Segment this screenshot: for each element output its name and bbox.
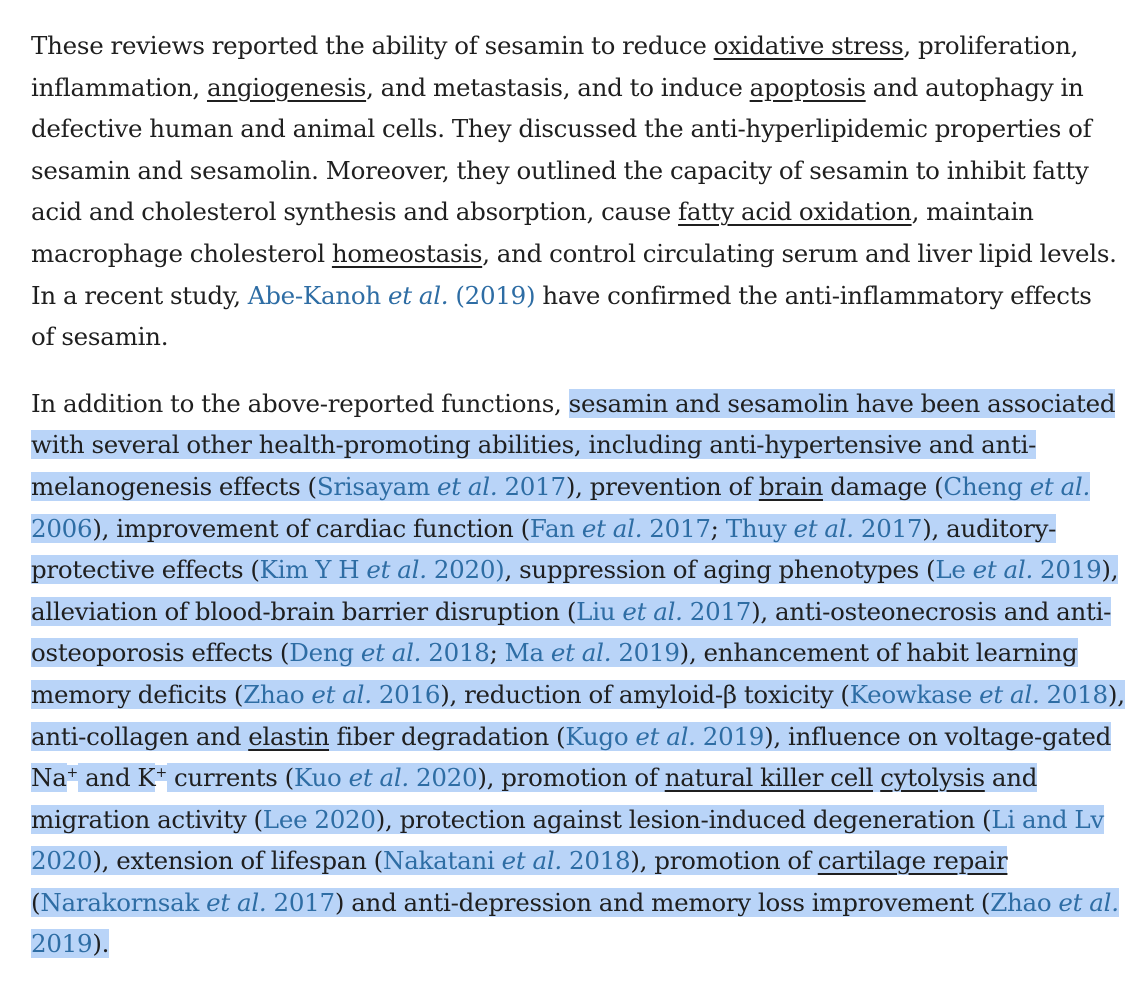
text-segment: ), influence on voltage-gated — [764, 721, 1112, 751]
citation-link[interactable]: et al. — [437, 471, 498, 501]
text-segment: ), promotion of — [477, 763, 665, 793]
text-segment: melanogenesis effects ( — [31, 471, 317, 501]
text-segment: defective human and animal cells. They discussed the anti-hyperlipidemic properties of — [31, 114, 1092, 144]
glossary-term-link[interactable]: angiogenesis — [206, 72, 367, 102]
glossary-term-link[interactable]: brain — [758, 471, 824, 501]
glossary-term-link[interactable]: elastin — [248, 721, 330, 751]
citation-link[interactable]: 2020 — [31, 846, 93, 876]
text-segment: with several other health-promoting abilities, including anti-hypertensive and anti- — [31, 430, 1037, 460]
text-line — [31, 150, 1089, 192]
citation-link[interactable]: Thuy — [725, 513, 794, 543]
citation-link[interactable]: et al. — [206, 887, 267, 917]
citation-link[interactable]: Liu — [576, 596, 623, 626]
text-segment: , and control circulating serum and liver lipid levels. — [482, 238, 1117, 268]
citation-link[interactable]: et al. — [581, 513, 643, 543]
text-line — [31, 25, 1089, 67]
citation-link[interactable]: 2018 — [421, 638, 490, 668]
text-segment: , and metastasis, and to induce — [366, 72, 750, 102]
text-line — [31, 233, 1117, 275]
text-segment: acid and cholesterol synthesis and absorption, cause — [31, 197, 679, 227]
glossary-term-link[interactable]: homeostasis — [331, 238, 483, 268]
text-line — [31, 923, 1089, 965]
citation-link[interactable]: Zhao — [990, 887, 1059, 917]
citation-link[interactable]: et al. — [550, 638, 612, 668]
text-segment: Na — [31, 763, 67, 793]
text-segment: anti-collagen and — [31, 721, 249, 751]
citation-link[interactable]: 2019 — [695, 721, 765, 751]
text-segment: osteoporosis effects ( — [31, 638, 290, 668]
citation-link[interactable]: 2018 — [561, 846, 631, 876]
citation-link[interactable]: Kuo — [293, 763, 349, 793]
citation-link[interactable]: et al. — [979, 679, 1040, 709]
citation-link[interactable]: 2017 — [497, 471, 566, 501]
text-segment: fiber degradation ( — [329, 721, 566, 751]
citation-link[interactable]: et al. — [360, 638, 422, 668]
citation-link[interactable]: Narakornsak — [40, 887, 207, 917]
citation-link[interactable]: Zhao — [243, 679, 312, 709]
citation-link[interactable]: Cheng — [943, 471, 1030, 501]
text-segment: In a recent study, — [31, 280, 248, 310]
citation-link[interactable]: et al. — [622, 596, 683, 626]
citation-link[interactable]: 2018 — [1039, 679, 1108, 709]
text-segment: of sesamin. — [31, 322, 169, 352]
text-segment: ; — [710, 513, 726, 543]
citation-link[interactable]: et al. — [366, 555, 427, 585]
text-line — [31, 882, 1119, 924]
paragraph-reviews — [31, 25, 1117, 358]
citation-link[interactable]: 2017 — [853, 513, 923, 543]
text-line — [31, 508, 1089, 550]
citation-link[interactable]: 2019 — [611, 638, 680, 668]
citation-link[interactable]: 2020) — [426, 555, 505, 585]
text-segment: , proliferation, — [903, 31, 1079, 60]
text-line — [31, 424, 1089, 466]
citation-link[interactable]: Nakatani — [383, 846, 502, 876]
text-line — [31, 383, 1116, 425]
citation-link[interactable]: Srisayam — [316, 471, 438, 501]
text-segment: and — [984, 763, 1038, 793]
text-line — [31, 191, 1089, 233]
text-segment: migration activity ( — [31, 804, 263, 834]
text-segment: ), reduction of amyloid-β toxicity ( — [440, 679, 850, 709]
superscript-charge: + — [66, 765, 79, 782]
citation-link[interactable]: 2019 — [31, 929, 93, 959]
citation-link[interactable]: 2020 — [408, 763, 478, 793]
text-line — [31, 549, 1119, 591]
text-segment: damage ( — [823, 471, 944, 501]
citation-link[interactable]: 2006 — [31, 513, 93, 543]
text-segment: ), — [1101, 555, 1119, 585]
text-segment: sesamin and sesamolin have been associated — [568, 388, 1116, 418]
citation-link[interactable]: Lee 2020 — [262, 804, 376, 834]
text-segment: and autophagy in — [865, 72, 1084, 102]
text-segment: These reviews reported the ability of sesamin to reduce — [31, 31, 714, 60]
text-segment: and K — [78, 763, 156, 793]
text-segment: ), enhancement of habit learning — [679, 638, 1078, 668]
citation-link[interactable]: Fan — [529, 513, 582, 543]
text-segment: , maintain — [911, 197, 1034, 227]
text-line — [31, 466, 1089, 508]
citation-link[interactable]: et al. — [501, 846, 562, 876]
glossary-term-link[interactable]: cytolysis — [880, 763, 985, 793]
text-segment: In addition to the above-reported functions, — [31, 388, 569, 418]
text-line — [31, 316, 1089, 358]
citation-link[interactable]: 2017 — [642, 513, 711, 543]
text-segment: ), extension of lifespan ( — [92, 846, 383, 876]
text-segment: inflammation, — [31, 72, 207, 102]
text-line — [31, 716, 1112, 758]
citation-link[interactable]: et al. — [793, 513, 854, 543]
citation-link[interactable]: (2019) — [448, 280, 536, 310]
text-line — [31, 799, 1104, 841]
citation-link[interactable]: et al. — [1029, 471, 1091, 501]
citation-link[interactable]: 2016 — [371, 679, 441, 709]
citation-link[interactable]: et al. — [635, 721, 696, 751]
paragraph-health-effects — [31, 383, 1125, 965]
citation-link[interactable]: Abe-Kanoh — [247, 280, 388, 310]
text-line — [31, 840, 1089, 882]
text-segment: ), protection against lesion-induced degeneration ( — [375, 804, 992, 834]
text-segment: currents ( — [166, 763, 294, 793]
glossary-term-link[interactable]: cartilage repair — [817, 846, 1008, 876]
citation-link[interactable]: Li and Lv — [991, 804, 1104, 834]
citation-link[interactable]: et al. — [348, 763, 409, 793]
text-line — [31, 674, 1125, 716]
text-line — [31, 757, 1089, 799]
text-segment: sesamin and sesamolin. Moreover, they outlined the capacity of sesamin to inhibit fatty — [31, 155, 1089, 185]
text-segment: have confirmed the anti-inflammatory effects — [535, 280, 1092, 310]
text-segment: alleviation of blood-brain barrier disruption ( — [31, 596, 577, 626]
superscript-charge: + — [155, 765, 167, 782]
text-segment: ), improvement of cardiac function ( — [92, 513, 530, 543]
citation-link[interactable]: Ma — [504, 638, 551, 668]
text-segment: macrophage cholesterol — [31, 238, 332, 268]
citation-link[interactable]: et al. — [311, 679, 372, 709]
glossary-term-link[interactable]: apoptosis — [749, 72, 866, 102]
text-segment: ), — [1107, 679, 1125, 709]
text-segment: ), promotion of — [630, 846, 818, 876]
citation-link[interactable]: 2019 — [1033, 555, 1102, 585]
citation-link[interactable]: Kim Y H — [259, 555, 367, 585]
text-segment: ). — [92, 929, 110, 959]
citation-link[interactable]: Le — [935, 555, 973, 585]
text-segment: ), anti-osteonecrosis and anti- — [751, 596, 1112, 626]
citation-link[interactable]: Keowkase — [849, 679, 980, 709]
citation-link[interactable]: et al. — [1058, 887, 1119, 917]
glossary-term-link[interactable]: natural killer cell — [664, 763, 874, 793]
citation-link[interactable]: 2017 — [266, 887, 335, 917]
glossary-term-link[interactable]: fatty acid oxidation — [678, 197, 912, 227]
citation-link[interactable]: et al. — [387, 280, 449, 310]
glossary-term-link[interactable]: oxidative stress — [713, 31, 904, 60]
citation-link[interactable]: 2017 — [682, 596, 752, 626]
text-segment: ( — [31, 887, 41, 917]
text-segment: ), prevention of — [565, 471, 759, 501]
citation-link[interactable]: Deng — [289, 638, 361, 668]
text-line — [31, 275, 1092, 317]
text-segment: ; — [489, 638, 505, 668]
text-segment: , suppression of aging phenotypes ( — [504, 555, 936, 585]
text-line — [31, 108, 1092, 150]
text-segment: ), auditory- — [922, 513, 1057, 543]
article-body — [31, 25, 1125, 965]
text-line — [31, 67, 1089, 109]
text-segment: memory deficits ( — [31, 679, 244, 709]
text-line — [31, 632, 1089, 674]
text-segment: ) and anti-depression and memory loss improvement ( — [334, 887, 991, 917]
citation-link[interactable]: Kugo — [565, 721, 636, 751]
text-segment: protective effects ( — [31, 555, 260, 585]
citation-link[interactable]: et al. — [972, 555, 1034, 585]
text-line — [31, 591, 1112, 633]
